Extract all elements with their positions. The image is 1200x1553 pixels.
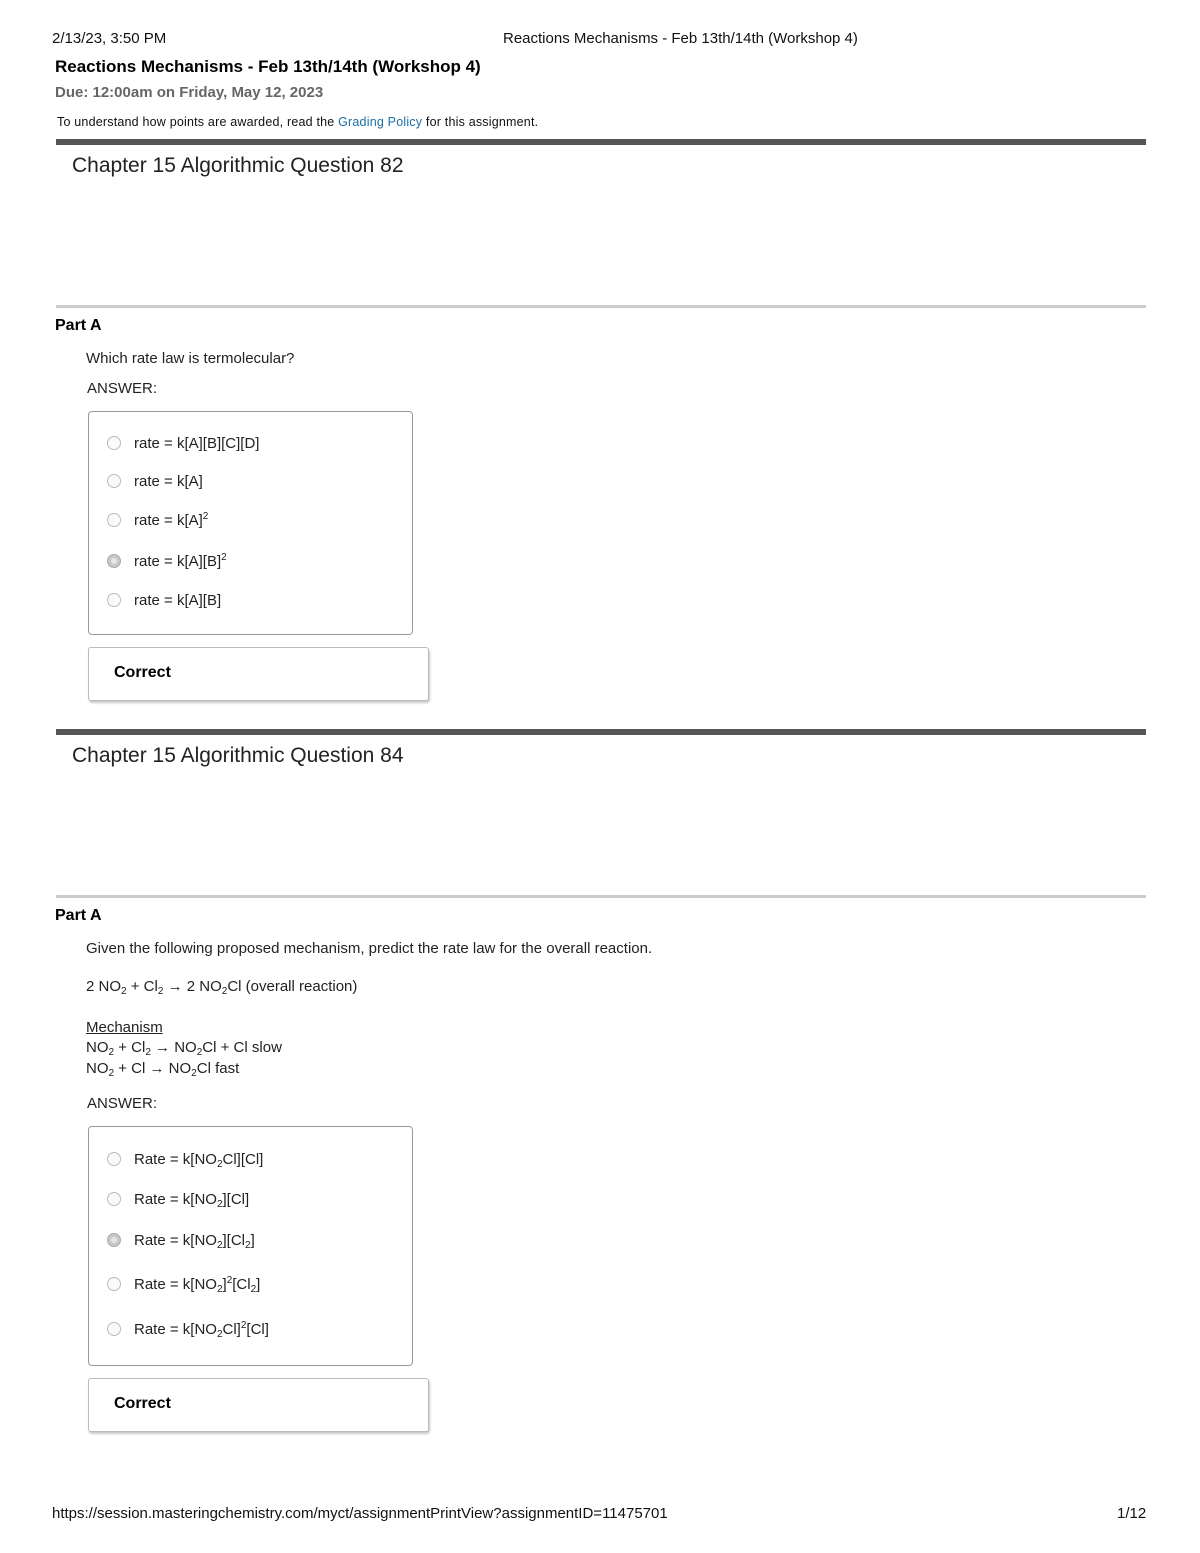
option-text: [Cl] (246, 1321, 269, 1338)
question-divider (56, 729, 1146, 735)
question-title: Chapter 15 Algorithmic Question 84 (72, 744, 404, 767)
option-text: rate = k[A][B][C][D] (134, 435, 260, 452)
radio-button[interactable] (107, 474, 121, 488)
option-text: Rate = k[NO (134, 1276, 217, 1293)
answer-option[interactable] (107, 1232, 255, 1249)
answer-option[interactable] (107, 512, 208, 529)
answer-options-box (88, 411, 413, 635)
print-doc-title: Reactions Mechanisms - Feb 13th/14th (Workshop 4) (503, 30, 858, 47)
answer-option[interactable] (107, 1191, 249, 1208)
option-subscript: 2 (245, 1240, 251, 1251)
option-subscript: 2 (250, 1284, 257, 1295)
option-text: ][Cl] (222, 1191, 250, 1208)
option-text: rate = k[A] (134, 473, 203, 490)
option-text: Cl] (222, 1321, 241, 1338)
mechanism-step-1 (86, 1039, 282, 1056)
feedback-text: Correct (114, 664, 171, 681)
part-label: Part A (55, 317, 102, 334)
option-superscript: 2 (226, 1275, 233, 1286)
grading-note-text: To understand how points are awarded, read the (57, 115, 335, 129)
option-text: ] (256, 1276, 261, 1293)
reaction-text: → 2 NO (163, 978, 222, 995)
answer-option[interactable] (107, 435, 259, 452)
reaction-text: NO (86, 1039, 109, 1056)
option-text: rate = k[A][B] (134, 553, 222, 570)
grading-note-tail: for this assignment. (425, 115, 539, 129)
answer-option[interactable] (107, 553, 227, 570)
print-datetime: 2/13/23, 3:50 PM (52, 30, 167, 47)
reaction-text: + Cl (114, 1039, 146, 1056)
option-subscript: 2 (216, 1240, 223, 1251)
option-text: ] (250, 1232, 255, 1249)
answer-option[interactable] (107, 473, 203, 490)
reaction-text: + Cl → NO (114, 1060, 192, 1077)
part-divider (56, 305, 1146, 308)
radio-button-selected[interactable] (107, 554, 121, 568)
radio-button[interactable] (107, 436, 121, 450)
option-text: ] (222, 1276, 227, 1293)
reaction-text: Cl (overall reaction) (227, 978, 358, 995)
question-divider (56, 139, 1146, 145)
reaction-subscript: 2 (145, 1047, 151, 1058)
reaction-subscript: 2 (108, 1047, 115, 1058)
answer-label: ANSWER: (87, 1095, 158, 1112)
mechanism-label: Mechanism (86, 1019, 163, 1036)
grading-policy-link[interactable]: Grading Policy (338, 115, 423, 129)
radio-button[interactable] (107, 1277, 121, 1291)
option-text: Cl][Cl] (222, 1151, 264, 1168)
answer-options-box (88, 1126, 413, 1366)
reaction-text: + Cl (126, 978, 158, 995)
overall-reaction (86, 978, 357, 995)
question-prompt: Given the following proposed mechanism, predict the rate law for the overall reaction. (86, 940, 653, 957)
due-date: Due: 12:00am on Friday, May 12, 2023 (55, 84, 324, 101)
option-superscript: 2 (202, 511, 209, 522)
feedback-box (88, 647, 429, 701)
feedback-box (88, 1378, 429, 1432)
reaction-subscript: 2 (191, 1068, 197, 1079)
radio-button[interactable] (107, 513, 121, 527)
radio-button[interactable] (107, 593, 121, 607)
option-superscript: 2 (240, 1320, 247, 1331)
option-subscript: 2 (216, 1284, 223, 1295)
option-text: ][Cl (222, 1232, 246, 1249)
option-text: [Cl (232, 1276, 251, 1293)
option-superscript: 2 (221, 552, 227, 563)
mechanism-step-2 (86, 1060, 239, 1077)
feedback-text: Correct (114, 1395, 171, 1412)
answer-option[interactable] (107, 592, 221, 609)
reaction-subscript: 2 (221, 986, 228, 997)
option-text: Rate = k[NO (134, 1321, 217, 1338)
reaction-text: 2 NO (86, 978, 122, 995)
page-number: 1/12 (1117, 1505, 1147, 1522)
option-text: rate = k[A] (134, 512, 203, 529)
answer-option[interactable] (107, 1151, 263, 1168)
reaction-subscript: 2 (157, 986, 164, 997)
answer-label: ANSWER: (87, 380, 158, 397)
option-text: Rate = k[NO (134, 1191, 217, 1208)
option-text: rate = k[A][B] (134, 592, 222, 609)
assignment-title: Reactions Mechanisms - Feb 13th/14th (Workshop 4) (55, 57, 481, 76)
question-title: Chapter 15 Algorithmic Question 82 (72, 154, 404, 177)
option-subscript: 2 (216, 1199, 223, 1210)
part-divider (56, 895, 1146, 898)
radio-button[interactable] (107, 1192, 121, 1206)
reaction-subscript: 2 (108, 1068, 115, 1079)
reaction-text: → NO (150, 1039, 197, 1056)
option-subscript: 2 (216, 1159, 223, 1170)
print-url: https://session.masteringchemistry.com/myct/assignmentPrintView?assignmentID=11475701 (52, 1505, 668, 1522)
reaction-text: NO (86, 1060, 109, 1077)
part-label: Part A (55, 907, 102, 924)
reaction-subscript: 2 (196, 1047, 203, 1058)
grading-note (57, 115, 538, 129)
reaction-text: Cl fast (196, 1060, 240, 1077)
option-text: Rate = k[NO (134, 1232, 217, 1249)
radio-button[interactable] (107, 1322, 121, 1336)
answer-option[interactable] (107, 1321, 269, 1338)
reaction-text: Cl + Cl slow (202, 1039, 282, 1056)
question-prompt: Which rate law is termolecular? (86, 350, 295, 367)
radio-button-selected[interactable] (107, 1233, 121, 1247)
answer-option[interactable] (107, 1276, 260, 1293)
option-text: Rate = k[NO (134, 1151, 217, 1168)
radio-button[interactable] (107, 1152, 121, 1166)
reaction-subscript: 2 (121, 986, 127, 997)
option-subscript: 2 (216, 1329, 223, 1340)
